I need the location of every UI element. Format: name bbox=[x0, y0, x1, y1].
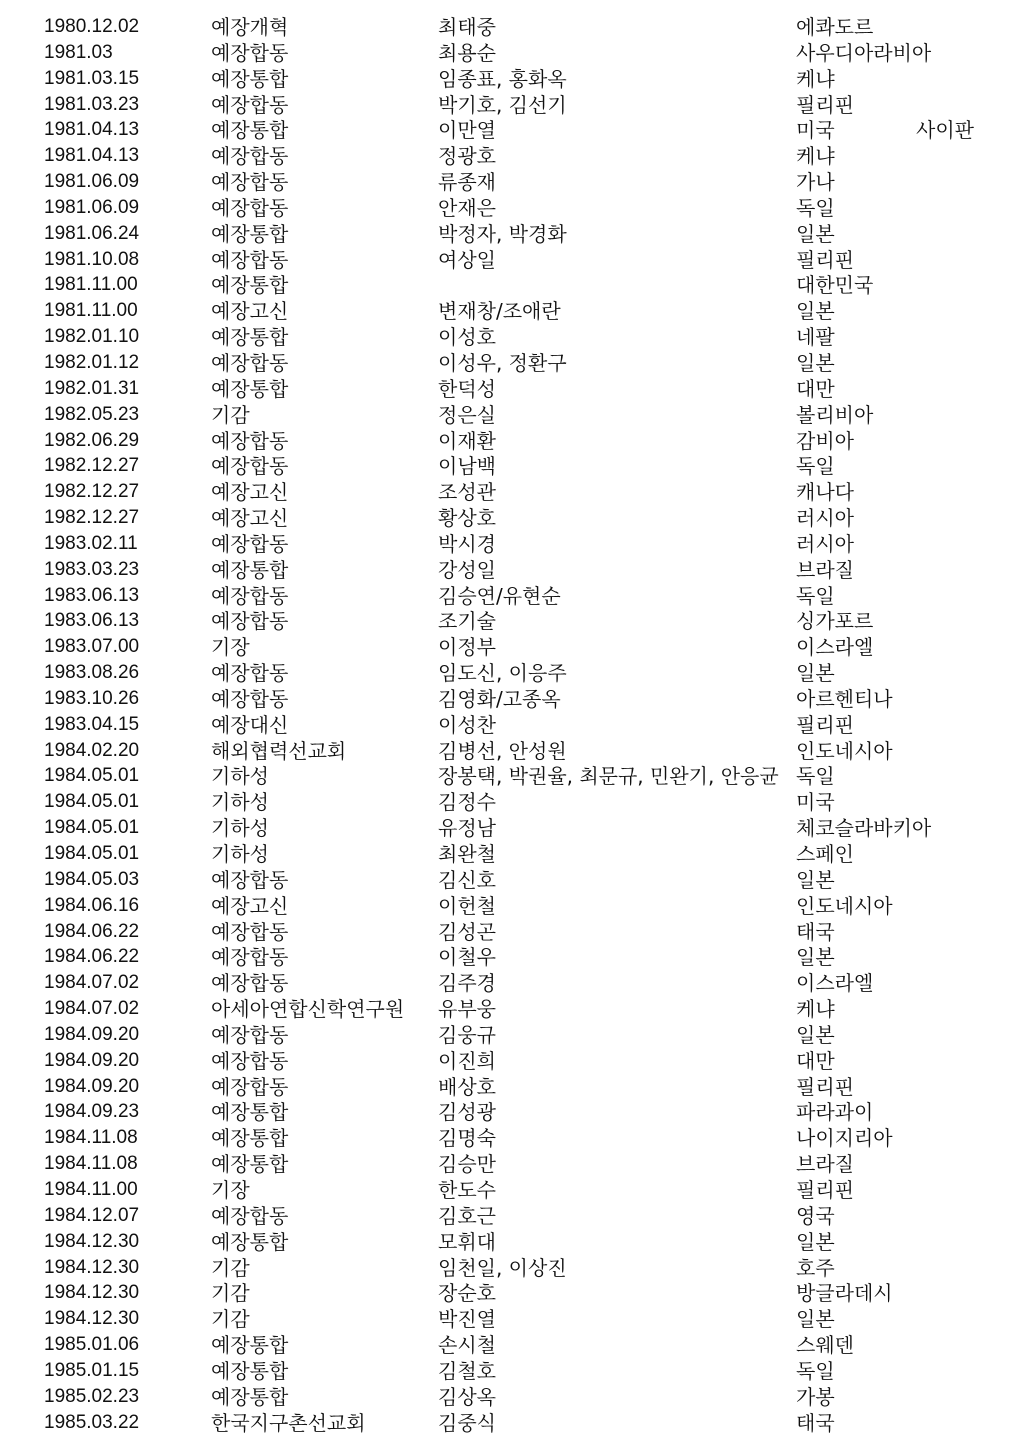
country-cell: 가나 bbox=[796, 170, 835, 195]
organization-cell: 예장통합 bbox=[211, 557, 289, 582]
country-cell: 러시아 bbox=[796, 506, 854, 531]
organization-cell: 기하성 bbox=[211, 816, 269, 841]
list-row bbox=[0, 428, 1025, 454]
date-cell: 1982.05.23 bbox=[44, 403, 140, 425]
date-cell: 1981.03 bbox=[44, 41, 113, 63]
country-cell: 독일 bbox=[796, 195, 835, 220]
missionary-name-cell: 김정수 bbox=[438, 790, 496, 815]
missionary-name-cell: 안재은 bbox=[438, 195, 496, 220]
date-cell: 1981.03.23 bbox=[44, 93, 140, 115]
list-row bbox=[0, 1074, 1025, 1100]
date-cell: 1980.12.02 bbox=[44, 16, 140, 37]
date-cell: 1981.04.13 bbox=[44, 119, 140, 141]
list-row bbox=[0, 505, 1025, 531]
date-cell: 1985.02.23 bbox=[44, 1385, 140, 1407]
missionary-name-cell: 최태중 bbox=[438, 15, 496, 39]
missionary-name-cell: 박기호, 김선기 bbox=[438, 92, 567, 117]
list-row bbox=[0, 169, 1025, 195]
list-row bbox=[0, 1099, 1025, 1125]
missionary-name-cell: 변재창/조애란 bbox=[438, 299, 561, 324]
date-cell: 1984.05.01 bbox=[44, 791, 140, 813]
list-row bbox=[0, 660, 1025, 686]
date-cell: 1981.04.13 bbox=[44, 145, 140, 167]
country-cell: 독일 bbox=[796, 583, 835, 608]
date-cell: 1984.05.03 bbox=[44, 868, 140, 890]
organization-cell: 예장합동 bbox=[211, 1048, 289, 1073]
country-cell: 일본 bbox=[796, 350, 835, 375]
country-cell: 필리핀 bbox=[796, 1177, 854, 1202]
organization-cell: 예장합동 bbox=[211, 195, 289, 220]
date-cell: 1985.01.15 bbox=[44, 1359, 140, 1381]
list-row bbox=[0, 117, 1025, 143]
list-row bbox=[0, 324, 1025, 350]
date-cell: 1984.05.01 bbox=[44, 817, 140, 839]
date-cell: 1984.12.30 bbox=[44, 1282, 140, 1304]
date-cell: 1984.11.08 bbox=[44, 1127, 138, 1149]
missionary-name-cell: 김주경 bbox=[438, 971, 496, 996]
list-row bbox=[0, 1280, 1025, 1306]
country-cell: 스웨덴 bbox=[796, 1333, 854, 1358]
list-row bbox=[0, 1048, 1025, 1074]
organization-cell: 예장고신 bbox=[211, 299, 289, 324]
date-cell: 1981.11.00 bbox=[44, 274, 138, 296]
missionary-name-cell: 박진열 bbox=[438, 1307, 496, 1332]
missionary-name-cell: 한덕성 bbox=[438, 376, 496, 401]
list-row bbox=[0, 996, 1025, 1022]
list-row bbox=[0, 1022, 1025, 1048]
date-cell: 1984.12.30 bbox=[44, 1230, 140, 1252]
missionary-name-cell: 김승연/유현순 bbox=[438, 583, 561, 608]
country-cell: 일본 bbox=[796, 1229, 835, 1254]
date-cell: 1982.12.27 bbox=[44, 481, 140, 503]
country-cell: 브라질 bbox=[796, 557, 854, 582]
date-cell: 1984.12.07 bbox=[44, 1204, 140, 1226]
list-row bbox=[0, 1125, 1025, 1151]
missionary-name-cell: 정광호 bbox=[438, 144, 496, 169]
missionary-name-cell: 김철호 bbox=[438, 1358, 496, 1383]
missionary-name-cell: 이정부 bbox=[438, 635, 496, 660]
organization-cell: 한국지구촌선교회 bbox=[211, 1410, 366, 1435]
organization-cell: 예장통합 bbox=[211, 1229, 289, 1254]
missionary-name-cell: 이헌철 bbox=[438, 893, 496, 918]
missionary-name-cell: 최용순 bbox=[438, 40, 496, 65]
missionary-name-cell: 장봉택, 박권율, 최문규, 민완기, 안응균 bbox=[438, 764, 779, 789]
organization-cell: 예장합동 bbox=[211, 144, 289, 169]
country-cell: 독일 bbox=[796, 1358, 835, 1383]
country-cell: 필리핀 bbox=[796, 712, 854, 737]
organization-cell: 예장통합 bbox=[211, 1384, 289, 1409]
list-row bbox=[0, 686, 1025, 712]
organization-cell: 예장고신 bbox=[211, 893, 289, 918]
list-row bbox=[0, 195, 1025, 221]
missionary-name-cell: 김웅규 bbox=[438, 1022, 496, 1047]
organization-cell: 예장합동 bbox=[211, 686, 289, 711]
country-cell: 태국 bbox=[796, 1410, 835, 1435]
organization-cell: 기장 bbox=[211, 1177, 250, 1202]
missionary-name-cell: 김성곤 bbox=[438, 919, 496, 944]
list-row bbox=[0, 841, 1025, 867]
organization-cell: 예장합동 bbox=[211, 531, 289, 556]
list-row bbox=[0, 1255, 1025, 1281]
country-cell: 나이지리아 bbox=[796, 1126, 893, 1151]
country-cell: 일본 bbox=[796, 661, 835, 686]
organization-cell: 예장합동 bbox=[211, 40, 289, 65]
missionary-name-cell: 강성일 bbox=[438, 557, 496, 582]
country-cell: 일본 bbox=[796, 1022, 835, 1047]
list-row bbox=[0, 1410, 1025, 1436]
date-cell: 1984.06.22 bbox=[44, 946, 140, 968]
date-cell: 1984.11.08 bbox=[44, 1153, 138, 1175]
missionary-name-cell: 장순호 bbox=[438, 1281, 496, 1306]
organization-cell: 예장통합 bbox=[211, 273, 289, 298]
organization-cell: 예장통합 bbox=[211, 1152, 289, 1177]
date-cell: 1984.12.30 bbox=[44, 1308, 140, 1330]
date-cell: 1984.05.01 bbox=[44, 843, 140, 864]
date-cell: 1983.06.13 bbox=[44, 610, 140, 632]
country-cell: 미국 bbox=[796, 790, 835, 815]
date-cell: 1984.05.01 bbox=[44, 765, 140, 787]
list-row bbox=[0, 944, 1025, 970]
organization-cell: 기장 bbox=[211, 635, 250, 660]
date-cell: 1984.07.02 bbox=[44, 998, 140, 1020]
country-cell: 일본 bbox=[796, 945, 835, 970]
country-cell: 대만 bbox=[796, 1048, 835, 1073]
list-row bbox=[0, 634, 1025, 660]
missionary-name-cell: 한도수 bbox=[438, 1177, 496, 1202]
country-cell: 필리핀 bbox=[796, 247, 854, 272]
country-cell: 케냐 bbox=[796, 66, 835, 91]
list-row bbox=[0, 1177, 1025, 1203]
list-row bbox=[0, 1384, 1025, 1410]
country-cell: 이스라엘 bbox=[796, 635, 874, 660]
date-cell: 1982.01.31 bbox=[44, 377, 140, 399]
missionary-name-cell: 이성찬 bbox=[438, 712, 496, 737]
organization-cell: 예장통합 bbox=[211, 376, 289, 401]
country-cell: 볼리비아 bbox=[796, 402, 874, 427]
date-cell: 1983.07.00 bbox=[44, 636, 140, 658]
date-cell: 1983.03.23 bbox=[44, 558, 140, 580]
date-cell: 1985.03.22 bbox=[44, 1411, 140, 1433]
organization-cell: 예장통합 bbox=[211, 221, 289, 246]
country-cell: 필리핀 bbox=[796, 92, 854, 117]
organization-cell: 예장대신 bbox=[211, 712, 289, 737]
list-row bbox=[0, 789, 1025, 815]
missionary-name-cell: 정은실 bbox=[438, 402, 496, 427]
country-cell: 캐나다 bbox=[796, 480, 854, 505]
country-cell: 미국 bbox=[796, 118, 835, 143]
country-cell: 방글라데시 bbox=[796, 1281, 893, 1306]
list-row bbox=[0, 453, 1025, 479]
list-row bbox=[0, 1358, 1025, 1384]
country-cell: 대만 bbox=[796, 376, 835, 401]
country-cell: 일본 bbox=[796, 299, 835, 324]
date-cell: 1984.11.00 bbox=[44, 1178, 138, 1200]
organization-cell: 예장합동 bbox=[211, 945, 289, 970]
missionary-name-cell: 김명숙 bbox=[438, 1126, 496, 1151]
organization-cell: 예장합동 bbox=[211, 1074, 289, 1099]
list-row bbox=[0, 531, 1025, 557]
missionary-name-cell: 김성광 bbox=[438, 1100, 496, 1125]
list-row bbox=[0, 583, 1025, 609]
date-cell: 1984.12.30 bbox=[44, 1256, 140, 1278]
missionary-name-cell: 김승만 bbox=[438, 1152, 496, 1177]
organization-cell: 기감 bbox=[211, 1307, 250, 1332]
organization-cell: 기하성 bbox=[211, 842, 269, 866]
list-row bbox=[0, 1306, 1025, 1332]
country-cell: 인도네시아 bbox=[796, 893, 893, 918]
organization-cell: 예장합동 bbox=[211, 919, 289, 944]
date-cell: 1982.01.10 bbox=[44, 326, 140, 348]
date-cell: 1983.08.26 bbox=[44, 662, 140, 684]
organization-cell: 예장합동 bbox=[211, 1022, 289, 1047]
missionary-name-cell: 최완철 bbox=[438, 842, 496, 866]
date-cell: 1984.09.23 bbox=[44, 1101, 140, 1123]
list-row bbox=[0, 272, 1025, 298]
organization-cell: 기하성 bbox=[211, 764, 269, 789]
list-row bbox=[0, 298, 1025, 324]
missionary-name-cell: 이성우, 정환구 bbox=[438, 350, 567, 375]
organization-cell: 예장합동 bbox=[211, 350, 289, 375]
missionary-name-cell: 여상일 bbox=[438, 247, 496, 272]
missionary-name-cell: 임도신, 이응주 bbox=[438, 661, 567, 686]
list-row bbox=[0, 402, 1025, 428]
organization-cell: 예장통합 bbox=[211, 118, 289, 143]
missionary-name-cell: 배상호 bbox=[438, 1074, 496, 1099]
list-row bbox=[0, 66, 1025, 92]
date-cell: 1985.01.06 bbox=[44, 1334, 140, 1356]
list-row bbox=[0, 712, 1025, 738]
list-row bbox=[0, 738, 1025, 764]
organization-cell: 기하성 bbox=[211, 790, 269, 815]
location-note-cell: 사이판 bbox=[916, 118, 974, 143]
list-row bbox=[0, 221, 1025, 247]
missionary-name-cell: 이만열 bbox=[438, 118, 496, 143]
list-row bbox=[0, 1229, 1025, 1255]
missionary-name-cell: 모휘대 bbox=[438, 1229, 496, 1254]
country-cell: 싱가포르 bbox=[796, 609, 874, 634]
organization-cell: 예장합동 bbox=[211, 428, 289, 453]
organization-cell: 예장합동 bbox=[211, 609, 289, 634]
country-cell: 체코슬라바키아 bbox=[796, 816, 932, 841]
list-row bbox=[0, 92, 1025, 118]
list-row bbox=[0, 815, 1025, 841]
country-cell: 필리핀 bbox=[796, 1074, 854, 1099]
organization-cell: 예장통합 bbox=[211, 1333, 289, 1358]
country-cell: 이스라엘 bbox=[796, 971, 874, 996]
organization-cell: 예장통합 bbox=[211, 1126, 289, 1151]
list-row bbox=[0, 376, 1025, 402]
missionary-name-cell: 황상호 bbox=[438, 506, 496, 531]
country-cell: 영국 bbox=[796, 1203, 835, 1228]
country-cell: 케냐 bbox=[796, 997, 835, 1022]
date-cell: 1982.06.29 bbox=[44, 429, 140, 451]
country-cell: 호주 bbox=[796, 1255, 835, 1280]
list-row bbox=[0, 970, 1025, 996]
list-row bbox=[0, 1203, 1025, 1229]
missionary-name-cell: 임종표, 홍화옥 bbox=[438, 66, 567, 91]
country-cell: 네팔 bbox=[796, 325, 835, 350]
date-cell: 1981.06.09 bbox=[44, 171, 140, 193]
missionary-name-cell: 이진희 bbox=[438, 1048, 496, 1073]
date-cell: 1983.06.13 bbox=[44, 584, 140, 606]
list-row bbox=[0, 608, 1025, 634]
organization-cell: 예장고신 bbox=[211, 506, 289, 531]
list-row bbox=[0, 557, 1025, 583]
organization-cell: 아세아연합신학연구원 bbox=[211, 997, 405, 1022]
date-cell: 1982.12.27 bbox=[44, 455, 140, 477]
date-cell: 1981.11.00 bbox=[44, 300, 138, 322]
list-row bbox=[0, 893, 1025, 919]
missionary-name-cell: 김호근 bbox=[438, 1203, 496, 1228]
organization-cell: 예장통합 bbox=[211, 1358, 289, 1383]
organization-cell: 예장합동 bbox=[211, 92, 289, 117]
missionary-name-cell: 이성호 bbox=[438, 325, 496, 350]
missionary-name-cell: 이재환 bbox=[438, 428, 496, 453]
missionary-name-cell: 유부웅 bbox=[438, 997, 496, 1022]
list-row bbox=[0, 40, 1025, 66]
date-cell: 1984.09.20 bbox=[44, 1075, 140, 1097]
organization-cell: 예장합동 bbox=[211, 1203, 289, 1228]
organization-cell: 예장합동 bbox=[211, 583, 289, 608]
organization-cell: 예장통합 bbox=[211, 66, 289, 91]
list-row bbox=[0, 350, 1025, 376]
country-cell: 스페인 bbox=[796, 842, 854, 866]
missionary-name-cell: 유정남 bbox=[438, 816, 496, 841]
date-cell: 1984.06.16 bbox=[44, 894, 140, 916]
country-cell: 일본 bbox=[796, 1307, 835, 1332]
date-cell: 1982.12.27 bbox=[44, 507, 140, 529]
date-cell: 1983.02.11 bbox=[44, 532, 138, 554]
country-cell: 에콰도르 bbox=[796, 15, 874, 39]
country-cell: 브라질 bbox=[796, 1152, 854, 1177]
organization-cell: 기감 bbox=[211, 1281, 250, 1306]
country-cell: 파라과이 bbox=[796, 1100, 874, 1125]
country-cell: 사우디아라비아 bbox=[796, 40, 932, 65]
date-cell: 1984.02.20 bbox=[44, 739, 140, 761]
organization-cell: 예장합동 bbox=[211, 454, 289, 479]
date-cell: 1981.03.15 bbox=[44, 67, 140, 89]
list-row bbox=[0, 919, 1025, 945]
organization-cell: 기감 bbox=[211, 1255, 250, 1280]
country-cell: 태국 bbox=[796, 919, 835, 944]
missionary-name-cell: 조성관 bbox=[438, 480, 496, 505]
country-cell: 아르헨티나 bbox=[796, 686, 893, 711]
missionary-name-cell: 김상옥 bbox=[438, 1384, 496, 1409]
organization-cell: 예장합동 bbox=[211, 971, 289, 996]
list-row bbox=[0, 1332, 1025, 1358]
list-row bbox=[0, 479, 1025, 505]
date-cell: 1983.10.26 bbox=[44, 687, 140, 709]
missionary-list bbox=[0, 14, 1025, 1435]
organization-cell: 기감 bbox=[211, 402, 250, 427]
date-cell: 1982.01.12 bbox=[44, 351, 140, 373]
missionary-name-cell: 김병선, 안성원 bbox=[438, 738, 567, 763]
country-cell: 대한민국 bbox=[796, 273, 874, 298]
missionary-name-cell: 조기술 bbox=[438, 609, 496, 634]
date-cell: 1984.09.20 bbox=[44, 1023, 140, 1045]
missionary-name-cell: 박시경 bbox=[438, 531, 496, 556]
date-cell: 1981.06.24 bbox=[44, 222, 140, 244]
organization-cell: 예장합동 bbox=[211, 247, 289, 272]
missionary-name-cell: 이철우 bbox=[438, 945, 496, 970]
missionary-name-cell: 박정자, 박경화 bbox=[438, 221, 567, 246]
country-cell: 감비아 bbox=[796, 428, 854, 453]
organization-cell: 해외협력선교회 bbox=[211, 738, 347, 763]
organization-cell: 예장통합 bbox=[211, 1100, 289, 1125]
country-cell: 일본 bbox=[796, 221, 835, 246]
date-cell: 1981.06.09 bbox=[44, 196, 140, 218]
organization-cell: 예장개혁 bbox=[211, 15, 289, 39]
country-cell: 가봉 bbox=[796, 1384, 835, 1409]
country-cell: 독일 bbox=[796, 764, 835, 789]
list-row bbox=[0, 867, 1025, 893]
organization-cell: 예장합동 bbox=[211, 170, 289, 195]
missionary-name-cell: 김신호 bbox=[438, 867, 496, 892]
organization-cell: 예장합동 bbox=[211, 661, 289, 686]
list-row bbox=[0, 14, 1025, 40]
country-cell: 일본 bbox=[796, 867, 835, 892]
list-row bbox=[0, 247, 1025, 273]
missionary-name-cell: 손시철 bbox=[438, 1333, 496, 1358]
missionary-name-cell: 김중식 bbox=[438, 1410, 496, 1435]
missionary-name-cell: 류종재 bbox=[438, 170, 496, 195]
country-cell: 러시아 bbox=[796, 531, 854, 556]
organization-cell: 예장합동 bbox=[211, 867, 289, 892]
date-cell: 1984.06.22 bbox=[44, 920, 140, 942]
country-cell: 케냐 bbox=[796, 144, 835, 169]
list-row bbox=[0, 763, 1025, 789]
list-row bbox=[0, 1151, 1025, 1177]
country-cell: 인도네시아 bbox=[796, 738, 893, 763]
missionary-name-cell: 김영화/고종옥 bbox=[438, 686, 561, 711]
organization-cell: 예장고신 bbox=[211, 480, 289, 505]
date-cell: 1984.09.20 bbox=[44, 1049, 140, 1071]
date-cell: 1983.04.15 bbox=[44, 713, 140, 735]
list-row bbox=[0, 143, 1025, 169]
date-cell: 1981.10.08 bbox=[44, 248, 140, 270]
date-cell: 1984.07.02 bbox=[44, 972, 140, 994]
missionary-name-cell: 이남백 bbox=[438, 454, 496, 479]
country-cell: 독일 bbox=[796, 454, 835, 479]
organization-cell: 예장통합 bbox=[211, 325, 289, 350]
missionary-name-cell: 임천일, 이상진 bbox=[438, 1255, 567, 1280]
